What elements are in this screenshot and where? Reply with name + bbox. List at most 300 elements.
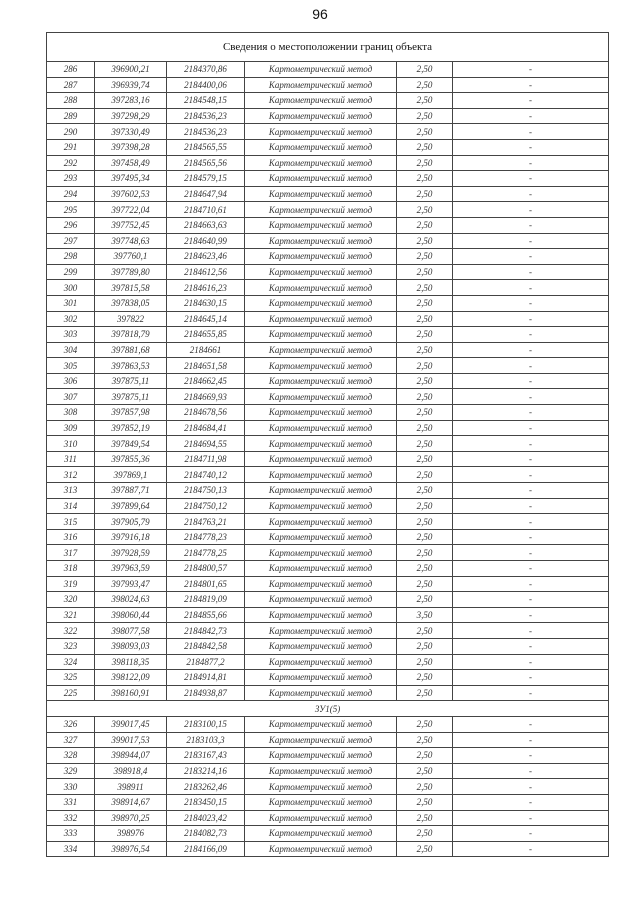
x-coordinate-cell: 397869,1 [95, 467, 167, 483]
description-cell: - [453, 342, 609, 358]
point-number-cell: 314 [47, 498, 95, 514]
x-coordinate-cell: 398118,35 [95, 654, 167, 670]
y-coordinate-cell: 2183167,43 [167, 748, 245, 764]
description-cell: - [453, 498, 609, 514]
accuracy-cell: 2,50 [397, 794, 453, 810]
point-number-cell: 292 [47, 155, 95, 171]
x-coordinate-cell: 397905,79 [95, 514, 167, 530]
table-row [47, 576, 609, 592]
table-row [47, 62, 609, 78]
description-cell: - [453, 623, 609, 639]
x-coordinate-cell: 397495,34 [95, 171, 167, 187]
x-coordinate-cell: 397863,53 [95, 358, 167, 374]
method-cell: Картометрический метод [245, 436, 397, 452]
point-number-cell: 299 [47, 264, 95, 280]
y-coordinate-cell: 2184740,12 [167, 467, 245, 483]
accuracy-cell: 2,50 [397, 529, 453, 545]
point-number-cell: 320 [47, 592, 95, 608]
method-cell: Картометрический метод [245, 327, 397, 343]
point-number-cell: 318 [47, 561, 95, 577]
accuracy-cell: 2,50 [397, 233, 453, 249]
x-coordinate-cell: 396900,21 [95, 62, 167, 78]
x-coordinate-cell: 397822 [95, 311, 167, 327]
description-cell: - [453, 264, 609, 280]
description-cell: - [453, 327, 609, 343]
point-number-cell: 315 [47, 514, 95, 530]
table-row [47, 826, 609, 842]
y-coordinate-cell: 2184166,09 [167, 841, 245, 857]
point-number-cell: 309 [47, 420, 95, 436]
accuracy-cell: 2,50 [397, 748, 453, 764]
table-row [47, 139, 609, 155]
y-coordinate-cell: 2184710,61 [167, 202, 245, 218]
method-cell: Картометрический метод [245, 311, 397, 327]
description-cell: - [453, 202, 609, 218]
method-cell: Картометрический метод [245, 732, 397, 748]
method-cell: Картометрический метод [245, 358, 397, 374]
accuracy-cell: 2,50 [397, 732, 453, 748]
y-coordinate-cell: 2184623,46 [167, 249, 245, 265]
accuracy-cell: 2,50 [397, 217, 453, 233]
table-row [47, 467, 609, 483]
table-row [47, 623, 609, 639]
method-cell: Картометрический метод [245, 779, 397, 795]
accuracy-cell: 2,50 [397, 186, 453, 202]
x-coordinate-cell: 398093,03 [95, 638, 167, 654]
table-row [47, 405, 609, 421]
point-number-cell: 327 [47, 732, 95, 748]
y-coordinate-cell: 2184640,99 [167, 233, 245, 249]
description-cell: - [453, 841, 609, 857]
x-coordinate-cell: 398944,07 [95, 748, 167, 764]
method-cell: Картометрический метод [245, 467, 397, 483]
accuracy-cell: 2,50 [397, 498, 453, 514]
accuracy-cell: 2,50 [397, 654, 453, 670]
point-number-cell: 317 [47, 545, 95, 561]
accuracy-cell: 2,50 [397, 670, 453, 686]
table-row [47, 420, 609, 436]
y-coordinate-cell: 2184750,13 [167, 483, 245, 499]
table-row [47, 763, 609, 779]
description-cell: - [453, 217, 609, 233]
y-coordinate-cell: 2184645,14 [167, 311, 245, 327]
method-cell: Картометрический метод [245, 217, 397, 233]
y-coordinate-cell: 2184651,58 [167, 358, 245, 374]
y-coordinate-cell: 2184400,06 [167, 77, 245, 93]
method-cell: Картометрический метод [245, 420, 397, 436]
y-coordinate-cell: 2184711,98 [167, 451, 245, 467]
description-cell: - [453, 794, 609, 810]
point-number-cell: 301 [47, 295, 95, 311]
y-coordinate-cell: 2184082,73 [167, 826, 245, 842]
table-row [47, 264, 609, 280]
y-coordinate-cell: 2184536,23 [167, 124, 245, 140]
x-coordinate-cell: 397916,18 [95, 529, 167, 545]
accuracy-cell: 2,50 [397, 576, 453, 592]
point-number-cell: 303 [47, 327, 95, 343]
accuracy-cell: 2,50 [397, 420, 453, 436]
description-cell: - [453, 358, 609, 374]
x-coordinate-cell: 397838,05 [95, 295, 167, 311]
table-row [47, 249, 609, 265]
y-coordinate-cell: 2184914,81 [167, 670, 245, 686]
method-cell: Картометрический метод [245, 202, 397, 218]
table-row [47, 280, 609, 296]
y-coordinate-cell: 2184536,23 [167, 108, 245, 124]
x-coordinate-cell: 397330,49 [95, 124, 167, 140]
x-coordinate-cell: 397283,16 [95, 93, 167, 109]
table-row [47, 311, 609, 327]
accuracy-cell: 2,50 [397, 810, 453, 826]
method-cell: Картометрический метод [245, 623, 397, 639]
method-cell: Картометрический метод [245, 685, 397, 701]
table-row [47, 217, 609, 233]
method-cell: Картометрический метод [245, 545, 397, 561]
method-cell: Картометрический метод [245, 389, 397, 405]
table-row [47, 389, 609, 405]
point-number-cell: 319 [47, 576, 95, 592]
x-coordinate-cell: 397722,04 [95, 202, 167, 218]
description-cell: - [453, 716, 609, 732]
x-coordinate-cell: 396939,74 [95, 77, 167, 93]
y-coordinate-cell: 2183103,3 [167, 732, 245, 748]
description-cell: - [453, 233, 609, 249]
table-row [47, 77, 609, 93]
point-number-cell: 304 [47, 342, 95, 358]
accuracy-cell: 2,50 [397, 763, 453, 779]
method-cell: Картометрический метод [245, 561, 397, 577]
accuracy-cell: 2,50 [397, 342, 453, 358]
x-coordinate-cell: 397899,64 [95, 498, 167, 514]
table-row [47, 779, 609, 795]
y-coordinate-cell: 2184565,55 [167, 139, 245, 155]
description-cell: - [453, 529, 609, 545]
x-coordinate-cell: 397857,98 [95, 405, 167, 421]
x-coordinate-cell: 397760,1 [95, 249, 167, 265]
method-cell: Картометрический метод [245, 638, 397, 654]
y-coordinate-cell: 2184678,56 [167, 405, 245, 421]
accuracy-cell: 2,50 [397, 685, 453, 701]
accuracy-cell: 2,50 [397, 826, 453, 842]
description-cell: - [453, 249, 609, 265]
point-number-cell: 300 [47, 280, 95, 296]
y-coordinate-cell: 2184647,94 [167, 186, 245, 202]
y-coordinate-cell: 2184612,56 [167, 264, 245, 280]
accuracy-cell: 2,50 [397, 295, 453, 311]
method-cell: Картометрический метод [245, 233, 397, 249]
accuracy-cell: 2,50 [397, 483, 453, 499]
accuracy-cell: 2,50 [397, 389, 453, 405]
method-cell: Картометрический метод [245, 171, 397, 187]
x-coordinate-cell: 397818,79 [95, 327, 167, 343]
point-number-cell: 288 [47, 93, 95, 109]
table-row [47, 124, 609, 140]
accuracy-cell: 2,50 [397, 249, 453, 265]
accuracy-cell: 2,50 [397, 779, 453, 795]
table-row [47, 732, 609, 748]
table-row [47, 685, 609, 701]
table-row [47, 607, 609, 623]
description-cell: - [453, 514, 609, 530]
point-number-cell: 293 [47, 171, 95, 187]
x-coordinate-cell: 397963,59 [95, 561, 167, 577]
method-cell: Картометрический метод [245, 654, 397, 670]
accuracy-cell: 2,50 [397, 716, 453, 732]
x-coordinate-cell: 397298,29 [95, 108, 167, 124]
table-row [47, 545, 609, 561]
method-cell: Картометрический метод [245, 763, 397, 779]
accuracy-cell: 2,50 [397, 108, 453, 124]
point-number-cell: 298 [47, 249, 95, 265]
point-number-cell: 296 [47, 217, 95, 233]
table-row [47, 654, 609, 670]
section-row [47, 701, 609, 717]
x-coordinate-cell: 398918,4 [95, 763, 167, 779]
table-row [47, 794, 609, 810]
y-coordinate-cell: 2184630,15 [167, 295, 245, 311]
y-coordinate-cell: 2184819,09 [167, 592, 245, 608]
method-cell: Картометрический метод [245, 716, 397, 732]
accuracy-cell: 2,50 [397, 436, 453, 452]
method-cell: Картометрический метод [245, 748, 397, 764]
page-number: 96 [312, 6, 328, 22]
x-coordinate-cell: 397993,47 [95, 576, 167, 592]
point-number-cell: 308 [47, 405, 95, 421]
description-cell: - [453, 451, 609, 467]
point-number-cell: 286 [47, 62, 95, 78]
accuracy-cell: 2,50 [397, 373, 453, 389]
table-row [47, 810, 609, 826]
table-row [47, 561, 609, 577]
method-cell: Картометрический метод [245, 342, 397, 358]
method-cell: Картометрический метод [245, 373, 397, 389]
y-coordinate-cell: 2184778,25 [167, 545, 245, 561]
description-cell: - [453, 748, 609, 764]
method-cell: Картометрический метод [245, 108, 397, 124]
x-coordinate-cell: 397849,54 [95, 436, 167, 452]
accuracy-cell: 2,50 [397, 561, 453, 577]
point-number-cell: 310 [47, 436, 95, 452]
point-number-cell: 311 [47, 451, 95, 467]
accuracy-cell: 2,50 [397, 467, 453, 483]
method-cell: Картометрический метод [245, 295, 397, 311]
table-row [47, 483, 609, 499]
description-cell: - [453, 467, 609, 483]
table-row [47, 171, 609, 187]
y-coordinate-cell: 2183262,46 [167, 779, 245, 795]
section-label: ЗУ1(5) [47, 701, 609, 717]
accuracy-cell: 3,50 [397, 607, 453, 623]
method-cell: Картометрический метод [245, 810, 397, 826]
x-coordinate-cell: 398024,63 [95, 592, 167, 608]
description-cell: - [453, 405, 609, 421]
y-coordinate-cell: 2184778,23 [167, 529, 245, 545]
table-row [47, 841, 609, 857]
y-coordinate-cell: 2184877,2 [167, 654, 245, 670]
y-coordinate-cell: 2184669,93 [167, 389, 245, 405]
y-coordinate-cell: 2184662,45 [167, 373, 245, 389]
x-coordinate-cell: 398976,54 [95, 841, 167, 857]
accuracy-cell: 2,50 [397, 405, 453, 421]
y-coordinate-cell: 2184801,65 [167, 576, 245, 592]
x-coordinate-cell: 397602,53 [95, 186, 167, 202]
y-coordinate-cell: 2184548,15 [167, 93, 245, 109]
point-number-cell: 312 [47, 467, 95, 483]
x-coordinate-cell: 397398,28 [95, 139, 167, 155]
table-row [47, 342, 609, 358]
method-cell: Картометрический метод [245, 405, 397, 421]
table-row [47, 93, 609, 109]
method-cell: Картометрический метод [245, 155, 397, 171]
point-number-cell: 289 [47, 108, 95, 124]
y-coordinate-cell: 2184684,41 [167, 420, 245, 436]
x-coordinate-cell: 398970,25 [95, 810, 167, 826]
accuracy-cell: 2,50 [397, 638, 453, 654]
description-cell: - [453, 93, 609, 109]
accuracy-cell: 2,50 [397, 155, 453, 171]
table-row [47, 233, 609, 249]
method-cell: Картометрический метод [245, 62, 397, 78]
x-coordinate-cell: 397928,59 [95, 545, 167, 561]
table-row [47, 155, 609, 171]
description-cell: - [453, 576, 609, 592]
x-coordinate-cell: 398077,58 [95, 623, 167, 639]
table-row [47, 327, 609, 343]
accuracy-cell: 2,50 [397, 623, 453, 639]
table-row [47, 716, 609, 732]
table-row [47, 748, 609, 764]
description-cell: - [453, 670, 609, 686]
table-row [47, 295, 609, 311]
table-row [47, 373, 609, 389]
description-cell: - [453, 654, 609, 670]
accuracy-cell: 2,50 [397, 62, 453, 78]
point-number-cell: 323 [47, 638, 95, 654]
x-coordinate-cell: 397881,68 [95, 342, 167, 358]
x-coordinate-cell: 397887,71 [95, 483, 167, 499]
accuracy-cell: 2,50 [397, 280, 453, 296]
description-cell: - [453, 592, 609, 608]
accuracy-cell: 2,50 [397, 841, 453, 857]
method-cell: Картометрический метод [245, 186, 397, 202]
method-cell: Картометрический метод [245, 794, 397, 810]
method-cell: Картометрический метод [245, 77, 397, 93]
point-number-cell: 294 [47, 186, 95, 202]
description-cell: - [453, 389, 609, 405]
description-cell: - [453, 826, 609, 842]
y-coordinate-cell: 2184842,73 [167, 623, 245, 639]
accuracy-cell: 2,50 [397, 171, 453, 187]
description-cell: - [453, 561, 609, 577]
description-cell: - [453, 139, 609, 155]
point-number-cell: 290 [47, 124, 95, 140]
y-coordinate-cell: 2183100,15 [167, 716, 245, 732]
accuracy-cell: 2,50 [397, 139, 453, 155]
description-cell: - [453, 77, 609, 93]
y-coordinate-cell: 2184750,12 [167, 498, 245, 514]
method-cell: Картометрический метод [245, 576, 397, 592]
table-row [47, 592, 609, 608]
table-row [47, 436, 609, 452]
table-row [47, 638, 609, 654]
method-cell: Картометрический метод [245, 264, 397, 280]
method-cell: Картометрический метод [245, 498, 397, 514]
method-cell: Картометрический метод [245, 451, 397, 467]
table-row [47, 498, 609, 514]
y-coordinate-cell: 2184938,87 [167, 685, 245, 701]
method-cell: Картометрический метод [245, 826, 397, 842]
point-number-cell: 324 [47, 654, 95, 670]
point-number-cell: 328 [47, 748, 95, 764]
table-row [47, 529, 609, 545]
point-number-cell: 313 [47, 483, 95, 499]
y-coordinate-cell: 2184579,15 [167, 171, 245, 187]
description-cell: - [453, 171, 609, 187]
x-coordinate-cell: 398976 [95, 826, 167, 842]
point-number-cell: 331 [47, 794, 95, 810]
description-cell: - [453, 108, 609, 124]
accuracy-cell: 2,50 [397, 327, 453, 343]
method-cell: Картометрический метод [245, 529, 397, 545]
x-coordinate-cell: 398911 [95, 779, 167, 795]
description-cell: - [453, 545, 609, 561]
accuracy-cell: 2,50 [397, 93, 453, 109]
method-cell: Картометрический метод [245, 280, 397, 296]
point-number-cell: 287 [47, 77, 95, 93]
description-cell: - [453, 373, 609, 389]
y-coordinate-cell: 2184800,57 [167, 561, 245, 577]
point-number-cell: 325 [47, 670, 95, 686]
x-coordinate-cell: 398060,44 [95, 607, 167, 623]
y-coordinate-cell: 2184694,55 [167, 436, 245, 452]
x-coordinate-cell: 397852,19 [95, 420, 167, 436]
description-cell: - [453, 810, 609, 826]
point-number-cell: 332 [47, 810, 95, 826]
point-number-cell: 334 [47, 841, 95, 857]
accuracy-cell: 2,50 [397, 202, 453, 218]
description-cell: - [453, 483, 609, 499]
method-cell: Картометрический метод [245, 592, 397, 608]
description-cell: - [453, 685, 609, 701]
point-number-cell: 333 [47, 826, 95, 842]
y-coordinate-cell: 2184023,42 [167, 810, 245, 826]
table-row [47, 202, 609, 218]
method-cell: Картометрический метод [245, 607, 397, 623]
x-coordinate-cell: 399017,53 [95, 732, 167, 748]
y-coordinate-cell: 2184661 [167, 342, 245, 358]
accuracy-cell: 2,50 [397, 124, 453, 140]
table-row [47, 670, 609, 686]
y-coordinate-cell: 2184616,23 [167, 280, 245, 296]
method-cell: Картометрический метод [245, 249, 397, 265]
table-row [47, 451, 609, 467]
point-number-cell: 321 [47, 607, 95, 623]
accuracy-cell: 2,50 [397, 77, 453, 93]
description-cell: - [453, 436, 609, 452]
description-cell: - [453, 607, 609, 623]
accuracy-cell: 2,50 [397, 514, 453, 530]
description-cell: - [453, 186, 609, 202]
y-coordinate-cell: 2184655,85 [167, 327, 245, 343]
description-cell: - [453, 311, 609, 327]
x-coordinate-cell: 399017,45 [95, 716, 167, 732]
x-coordinate-cell: 397752,45 [95, 217, 167, 233]
method-cell: Картометрический метод [245, 670, 397, 686]
table-row [47, 108, 609, 124]
accuracy-cell: 2,50 [397, 592, 453, 608]
point-number-cell: 295 [47, 202, 95, 218]
point-number-cell: 326 [47, 716, 95, 732]
